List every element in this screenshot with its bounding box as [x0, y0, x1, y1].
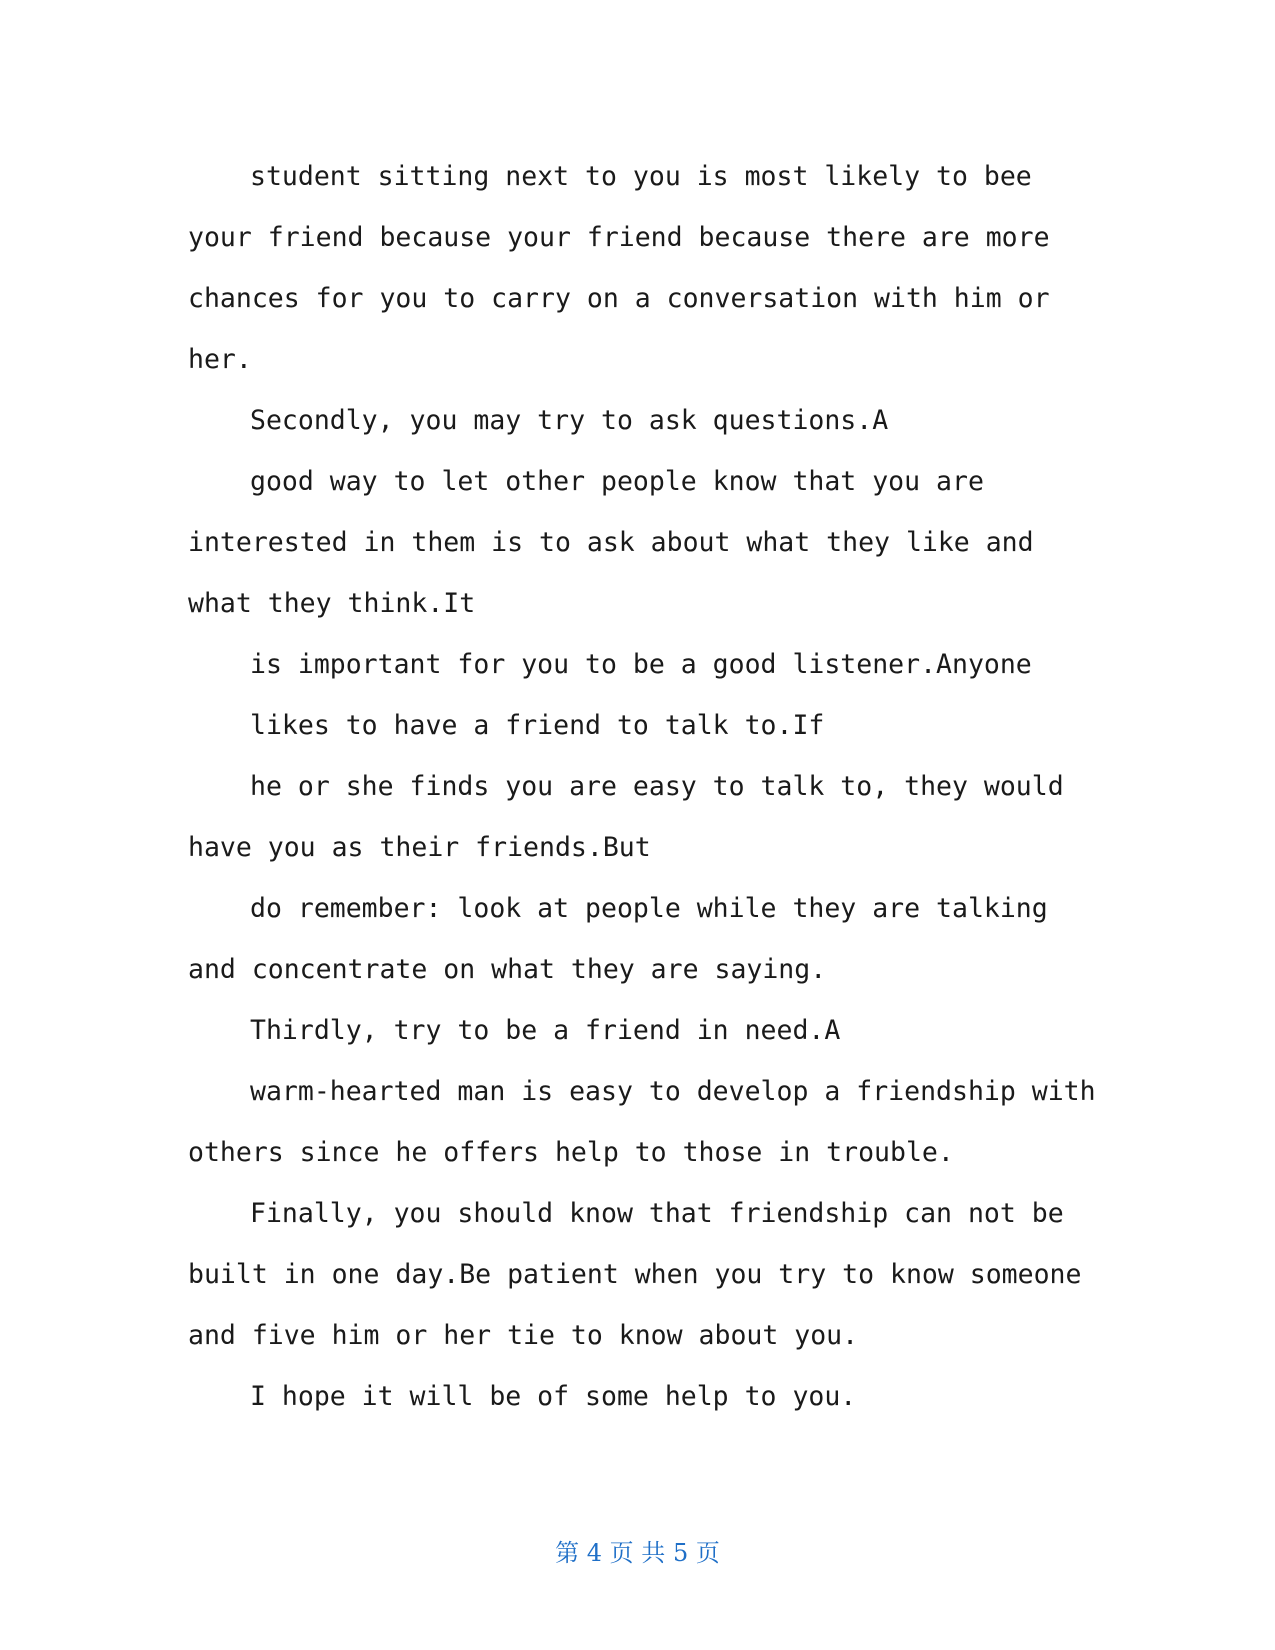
- text-line: interested in them is to ask about what they like and: [188, 527, 1034, 558]
- text-line: others since he offers help to those in trouble.: [188, 1137, 954, 1168]
- text-line: is important for you to be a good listener.Anyone: [250, 649, 1032, 680]
- text-line: chances for you to carry on a conversation with him or: [188, 283, 1050, 314]
- body-text: [188, 146, 1096, 1427]
- text-line: likes to have a friend to talk to.If: [250, 710, 825, 741]
- text-line: and five him or her tie to know about you.: [188, 1320, 859, 1351]
- text-line: what they think.It: [188, 588, 476, 619]
- text-line: student sitting next to you is most likely to bee: [250, 161, 1032, 192]
- text-line: her.: [188, 344, 252, 375]
- text-line: your friend because your friend because there are more: [188, 222, 1050, 253]
- text-line: and concentrate on what they are saying.: [188, 954, 827, 985]
- text-line: I hope it will be of some help to you.: [250, 1381, 857, 1412]
- text-line: built in one day.Be patient when you try to know someone: [188, 1259, 1082, 1290]
- text-line: warm-hearted man is easy to develop a friendship with: [250, 1076, 1096, 1107]
- text-line: he or she finds you are easy to talk to, they would: [250, 771, 1064, 802]
- text-line: do remember: look at people while they are talking: [250, 893, 1048, 924]
- text-line: Finally, you should know that friendship can not be: [250, 1198, 1064, 1229]
- page-number-footer: 第 4 页 共 5 页: [555, 1539, 720, 1567]
- text-line: Secondly, you may try to ask questions.A: [250, 405, 889, 436]
- text-line: Thirdly, try to be a friend in need.A: [250, 1015, 841, 1046]
- text-line: have you as their friends.But: [188, 832, 651, 863]
- text-line: good way to let other people know that you are: [250, 466, 984, 497]
